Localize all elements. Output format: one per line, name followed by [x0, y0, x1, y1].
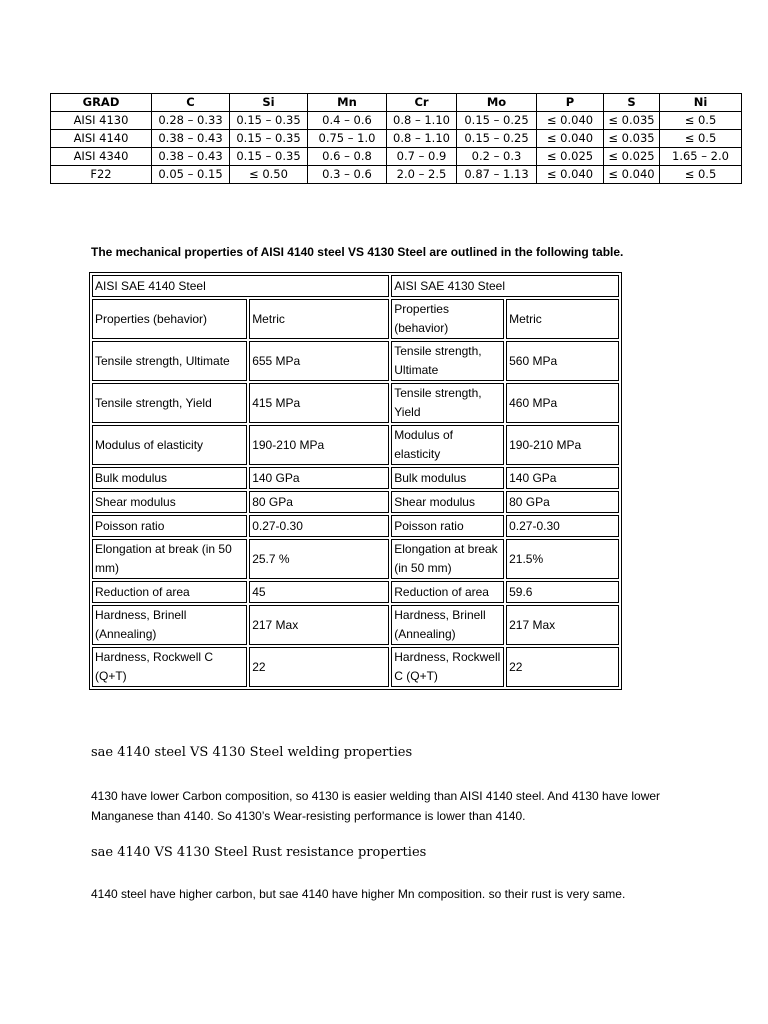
header-grad: GRAD — [51, 94, 152, 112]
table-cell: Modulus of elasticity — [92, 425, 247, 465]
table-cell: ≤ 0.040 — [537, 130, 604, 148]
table-cell: 80 GPa — [249, 491, 389, 513]
table-cell: Reduction of area — [391, 581, 504, 603]
table-row — [92, 581, 619, 603]
table-cell: Tensile strength, Yield — [92, 383, 247, 423]
table-cell: 0.8 – 1.10 — [387, 130, 457, 148]
table-cell: 140 GPa — [506, 467, 619, 489]
table-cell: Bulk modulus — [391, 467, 504, 489]
table-cell: 560 MPa — [506, 341, 619, 381]
table-cell: Reduction of area — [92, 581, 247, 603]
table-cell: Poisson ratio — [391, 515, 504, 537]
table-cell: 0.15 – 0.35 — [230, 148, 308, 166]
table-cell: F22 — [51, 166, 152, 184]
welding-paragraph: 4130 have lower Carbon composition, so 4130 is easier welding than AISI 4140 steel. And 4130 have lower Manganese than 4140. So 4130’s Wear-resisting performance is lower than 4140. — [91, 789, 661, 823]
table-title-row — [92, 275, 619, 297]
table-cell: 0.27-0.30 — [249, 515, 389, 537]
table-cell: 0.3 – 0.6 — [308, 166, 387, 184]
table-cell: AISI 4140 — [51, 130, 152, 148]
table-cell: 45 — [249, 581, 389, 603]
table-cell: 0.15 – 0.25 — [457, 112, 537, 130]
table-cell: AISI 4130 — [51, 112, 152, 130]
table-row — [92, 341, 619, 381]
table-cell: Poisson ratio — [92, 515, 247, 537]
table-cell: 2.0 – 2.5 — [387, 166, 457, 184]
table-cell: Tensile strength, Ultimate — [391, 341, 504, 381]
rust-section-title: sae 4140 VS 4130 Steel Rust resistance properties — [91, 845, 427, 860]
table-cell: 0.6 – 0.8 — [308, 148, 387, 166]
table-cell: ≤ 0.5 — [660, 166, 742, 184]
table-cell: 217 Max — [249, 605, 389, 645]
table-cell: 0.38 – 0.43 — [152, 148, 230, 166]
table-cell: 0.75 – 1.0 — [308, 130, 387, 148]
header-c: C — [152, 94, 230, 112]
table-cell: 0.15 – 0.35 — [230, 130, 308, 148]
table-row — [92, 515, 619, 537]
header-s: S — [604, 94, 660, 112]
header-si: Si — [230, 94, 308, 112]
table-cell: 0.15 – 0.25 — [457, 130, 537, 148]
header-ni: Ni — [660, 94, 742, 112]
table-cell: 21.5% — [506, 539, 619, 579]
header-cr: Cr — [387, 94, 457, 112]
table-cell: Modulus of elasticity — [391, 425, 504, 465]
table-row — [92, 299, 619, 339]
left-table-title: AISI SAE 4140 Steel — [92, 275, 389, 297]
table-cell: 190-210 MPa — [506, 425, 619, 465]
table-row — [92, 647, 619, 687]
table-cell: Hardness, Brinell (Annealing) — [391, 605, 504, 645]
header-mn: Mn — [308, 94, 387, 112]
table-cell: Tensile strength, Yield — [391, 383, 504, 423]
table-cell: 190-210 MPa — [249, 425, 389, 465]
table-cell: 0.8 – 1.10 — [387, 112, 457, 130]
table-cell: Shear modulus — [391, 491, 504, 513]
table-row — [92, 467, 619, 489]
table-cell: 59.6 — [506, 581, 619, 603]
table-row — [92, 383, 619, 423]
table-cell: Elongation at break (in 50 mm) — [391, 539, 504, 579]
table-row — [92, 539, 619, 579]
table-cell: Metric — [249, 299, 389, 339]
table-cell: 0.38 – 0.43 — [152, 130, 230, 148]
table-cell: Hardness, Brinell (Annealing) — [92, 605, 247, 645]
table-cell: 0.15 – 0.35 — [230, 112, 308, 130]
table-cell: 0.27-0.30 — [506, 515, 619, 537]
table-cell: 655 MPa — [249, 341, 389, 381]
table-cell: 22 — [249, 647, 389, 687]
table-cell: 0.28 – 0.33 — [152, 112, 230, 130]
header-p: P — [537, 94, 604, 112]
table-row — [51, 112, 742, 130]
table-cell: Properties (behavior) — [391, 299, 504, 339]
mechanical-properties-table — [89, 272, 622, 690]
table-cell: ≤ 0.035 — [604, 112, 660, 130]
table-cell: Metric — [506, 299, 619, 339]
table-cell: 140 GPa — [249, 467, 389, 489]
table-cell: 0.7 – 0.9 — [387, 148, 457, 166]
table-cell: ≤ 0.040 — [537, 112, 604, 130]
table-cell: Hardness, Rockwell C (Q+T) — [391, 647, 504, 687]
table-cell: ≤ 0.5 — [660, 112, 742, 130]
table-cell: ≤ 0.025 — [537, 148, 604, 166]
table-cell: 0.4 – 0.6 — [308, 112, 387, 130]
table-row — [92, 425, 619, 465]
table-cell: 22 — [506, 647, 619, 687]
table-cell: 217 Max — [506, 605, 619, 645]
table-cell: 0.87 – 1.13 — [457, 166, 537, 184]
right-table-title: AISI SAE 4130 Steel — [391, 275, 619, 297]
table-cell: 80 GPa — [506, 491, 619, 513]
table-cell: Tensile strength, Ultimate — [92, 341, 247, 381]
table-cell: ≤ 0.040 — [537, 166, 604, 184]
table-cell: 415 MPa — [249, 383, 389, 423]
table-row — [92, 491, 619, 513]
table-cell: 460 MPa — [506, 383, 619, 423]
rust-paragraph: 4140 steel have higher carbon, but sae 4140 have higher Mn composition. so their rust is very same. — [91, 887, 626, 901]
table-cell: 25.7 % — [249, 539, 389, 579]
table-cell: Bulk modulus — [92, 467, 247, 489]
table-cell: ≤ 0.035 — [604, 130, 660, 148]
table-row — [51, 166, 742, 184]
table-cell: Properties (behavior) — [92, 299, 247, 339]
table-cell: AISI 4340 — [51, 148, 152, 166]
composition-header-row — [51, 94, 742, 112]
table-cell: 0.05 – 0.15 — [152, 166, 230, 184]
welding-section-title: sae 4140 steel VS 4130 Steel welding properties — [91, 745, 413, 760]
table-cell: ≤ 0.50 — [230, 166, 308, 184]
header-mo: Mo — [457, 94, 537, 112]
composition-table — [50, 93, 742, 184]
table-row — [51, 148, 742, 166]
table-cell: Hardness, Rockwell C (Q+T) — [92, 647, 247, 687]
table-cell: ≤ 0.040 — [604, 166, 660, 184]
table-row — [92, 605, 619, 645]
intro-heading: The mechanical properties of AISI 4140 steel VS 4130 Steel are outlined in the following table. — [91, 245, 624, 259]
table-cell: ≤ 0.025 — [604, 148, 660, 166]
table-cell: Shear modulus — [92, 491, 247, 513]
table-cell: ≤ 0.5 — [660, 130, 742, 148]
table-row — [51, 130, 742, 148]
table-cell: 0.2 – 0.3 — [457, 148, 537, 166]
table-cell: 1.65 – 2.0 — [660, 148, 742, 166]
table-cell: Elongation at break (in 50 mm) — [92, 539, 247, 579]
